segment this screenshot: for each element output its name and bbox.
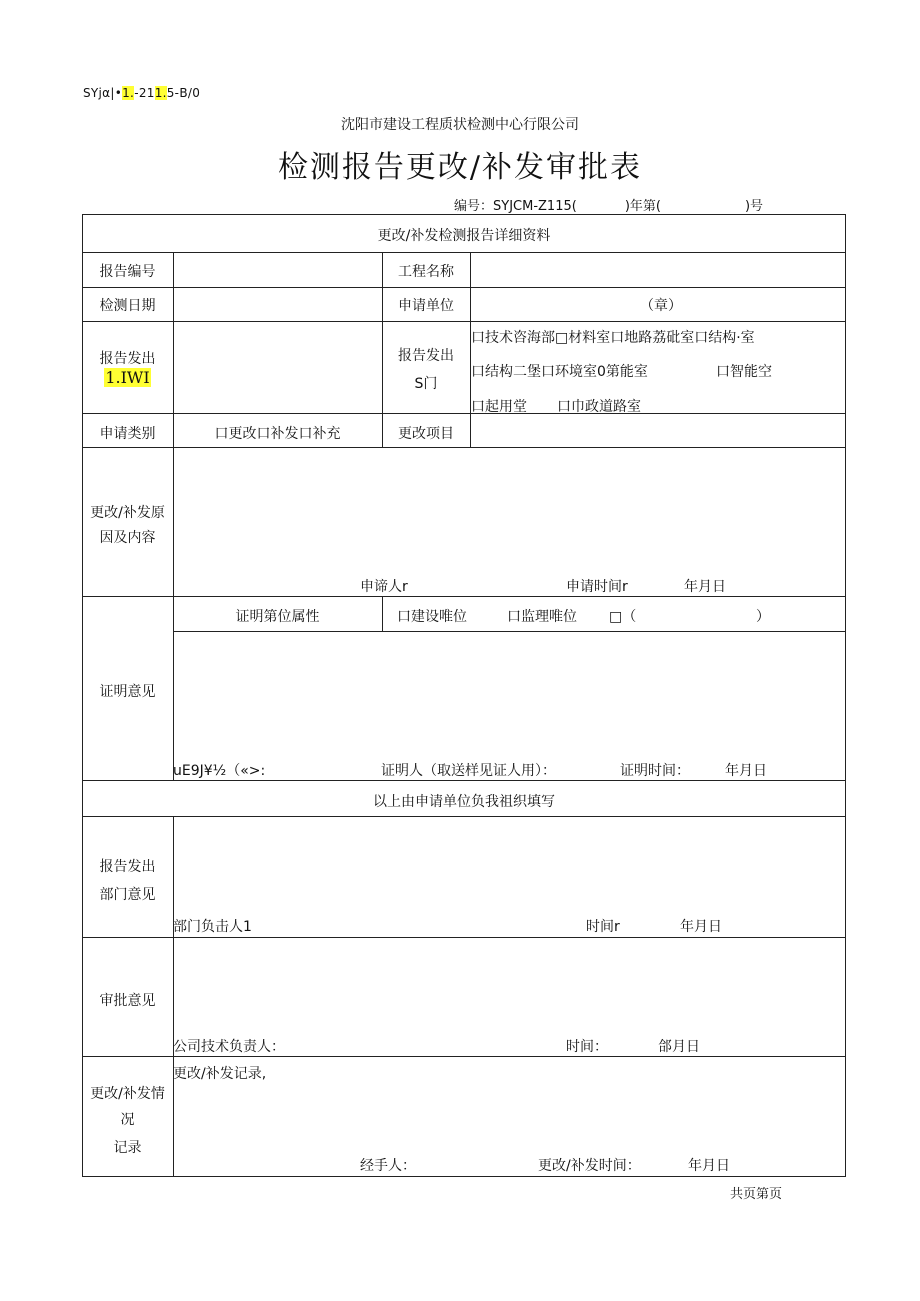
proof-other-option: □（ [609,609,637,625]
row-line [82,1056,846,1057]
fill-note: 以上由申请单位负我祖织填写 [373,794,555,810]
column-line [382,596,383,631]
dept-options-line-2b: 口智能空 [716,364,772,380]
dept-opinion-label: 报告发出 [99,859,156,875]
row-line [82,413,846,414]
apply-type-options: 口更改口补发口补充 [214,426,341,442]
project-name-label: 工程名称 [398,264,454,280]
page-counter: 共页第页 [730,1187,783,1202]
serial-suffix: )号 [744,199,764,214]
proof-other-close: ） [756,609,770,625]
proof-unit-signature: uE9J¥½（«>: [173,763,266,779]
proof-supervision-option: 口监理唯位 [507,609,577,625]
row-line [82,447,846,448]
dept-options-line-1: 口技术咨海部□材料室口地路荔砒室口结构·室 [471,330,755,346]
row-line [173,631,846,632]
serial-number [454,195,763,214]
handler-signature: 经手人： [360,1158,416,1174]
section-title: 更改/补发检测报告详细资料 [377,228,551,244]
table-border-bottom [82,1176,846,1177]
column-line [173,816,174,1176]
serial-mid: )年第( [624,199,661,214]
record-time-label: 更改/补发时间： [538,1158,641,1174]
issue-date-label: 报告发出 [99,351,156,367]
record-title: 更改/补发记录, [173,1066,267,1082]
apply-time-label: 申请时间r [566,579,628,595]
reason-label: 更改/补发原 [90,505,165,521]
dept-opinion-label-2: 部门意见 [99,887,156,903]
document-code-part: 5-B/0 [166,86,201,100]
document-code-part: -21 [134,86,155,100]
row-line [82,780,846,781]
proof-time-label: 证明时间： [620,763,690,779]
row-line [82,816,846,817]
dept-head-signature: 部门负击人1 [173,919,252,935]
company-name: 沈阳市建设工程质状检测中心行限公司 [341,117,579,133]
issue-date-label-2 [82,368,173,387]
proof-person: 证明人（取送样见证人用）： [381,763,556,779]
record-label-2: 况 [120,1112,135,1128]
record-label: 更改/补发情 [90,1086,165,1102]
row-line [82,596,846,597]
document-code-part: SYjα|• [83,86,123,100]
applicant-unit-label: 申请单位 [398,298,454,314]
column-line [173,252,174,780]
record-date: 年月日 [688,1158,730,1174]
form-title: 检测报告更改/补发审批表 [277,150,643,185]
change-item-label: 更改项目 [398,426,454,442]
seal-placeholder: （章） [640,298,682,314]
row-line [82,937,846,938]
reason-label-2: 因及内容 [99,530,156,546]
row-line [82,321,846,322]
issue-dept-label-2: S门 [414,376,438,392]
table-border-right [845,214,846,1176]
serial-prefix: 编号：SYJCM-Z115( [454,199,577,214]
approval-date: 郃月日 [658,1039,700,1055]
test-date-label: 检测日期 [99,298,156,314]
document-code [83,86,200,100]
proof-construction-option: 口建设唯位 [397,609,467,625]
proof-date: 年月日 [725,763,767,779]
applicant-signature: 申谛人r [360,579,408,595]
approval-label: 审批意见 [99,993,156,1009]
dept-time-label: 时间r [586,919,620,935]
document-code-highlight: 1. [154,86,167,100]
column-line [470,252,471,447]
apply-date: 年月日 [684,579,726,595]
table-border-top [82,214,846,215]
proof-unit-attribute: 证明第位属性 [235,609,320,625]
proof-label: 证明意见 [99,684,156,700]
tech-head-signature: 公司技术负责人： [173,1039,285,1055]
dept-date: 年月日 [680,919,722,935]
document-code-highlight: 1. [122,86,135,100]
dept-options-line-2: 口结构二堡口环境室0第能室 [471,364,648,380]
row-line [82,287,846,288]
issue-date-label-highlight: 1.IWI [105,368,150,387]
record-label-3: 记录 [113,1140,142,1156]
dept-options-line-3b: 口巾政道路室 [557,399,641,415]
report-no-label: 报告编号 [99,264,156,280]
dept-options-line-3: 口起用堂 [471,399,527,415]
apply-type-label: 申请类别 [99,426,156,442]
approval-time-label: 时间： [566,1039,608,1055]
row-line [82,252,846,253]
issue-dept-label: 报告发出 [398,348,454,364]
